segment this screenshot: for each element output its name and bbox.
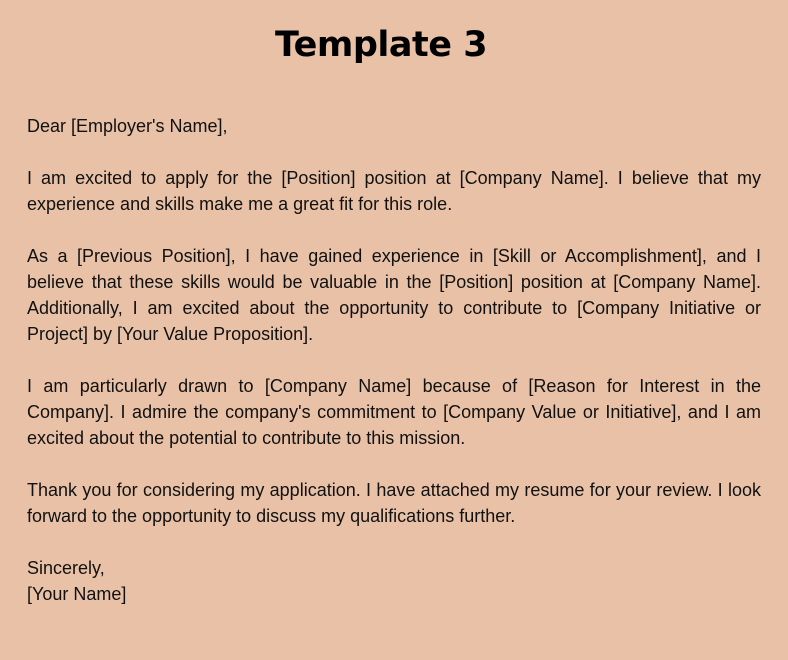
closing-line: Sincerely, [27,558,105,578]
page-title: Template 3 [274,25,488,65]
salutation: Dear [Employer's Name], [27,116,228,136]
cover-letter-body [27,113,761,607]
paragraph-interest: I am particularly drawn to [Company Name] because of [Reason for Interest in the Company]. I admire the company's commitment to [Company Value or Initiative], and I am excited about the potential to contribute to this mission. [27,376,761,448]
paragraph-intro: I am excited to apply for the [Position] position at [Company Name]. I believe that my experience and skills make me a great fit for this role. [27,168,761,214]
paragraph-experience: As a [Previous Position], I have gained experience in [Skill or Accomplishment], and I believe that these skills would be valuable in the [Position] position at [Company Name]. Additionally, I am excited about the opportunity to contribute to [Company Initiative or Project] by [Your Value Proposition]. [27,246,761,344]
closing-block [27,555,761,607]
paragraph-thanks: Thank you for considering my application. I have attached my resume for your review. I look forward to the opportunity to discuss my qualifications further. [27,480,761,526]
signature-line: [Your Name] [27,584,127,604]
